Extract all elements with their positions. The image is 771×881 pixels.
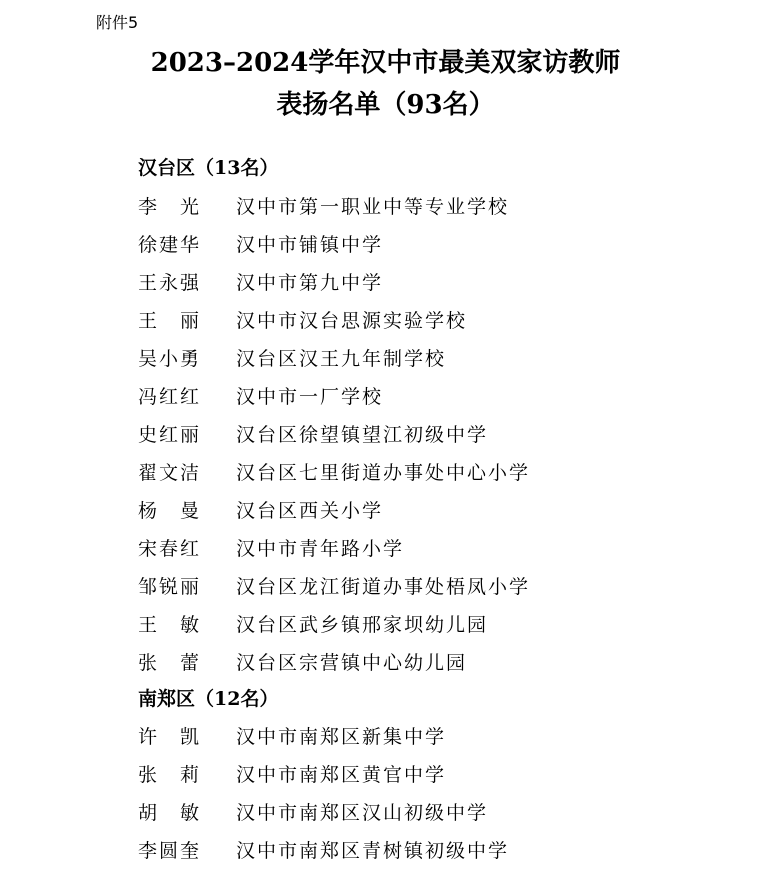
list-item [138, 610, 488, 637]
school-name: 汉中市第一职业中等专业学校 [236, 196, 510, 218]
list-item [138, 760, 446, 787]
teacher-name: 李圆奎 [138, 840, 202, 862]
school-name: 汉台区汉王九年制学校 [236, 348, 447, 370]
teacher-name: 翟文洁 [138, 462, 202, 484]
school-name: 汉台区武乡镇邢家坝幼儿园 [236, 614, 489, 636]
teacher-name: 史红丽 [138, 424, 202, 446]
document-title-line2: 表扬名单（93名） [276, 90, 495, 120]
list-item [138, 722, 446, 749]
school-name: 汉台区徐望镇望江初级中学 [236, 424, 489, 446]
teacher-name: 王 敏 [138, 614, 202, 636]
school-name: 汉中市铺镇中学 [236, 234, 384, 256]
school-name: 汉中市南郑区新集中学 [236, 726, 447, 748]
teacher-name: 王 丽 [138, 310, 202, 332]
teacher-name: 张 蕾 [138, 652, 202, 674]
teacher-name: 吴小勇 [138, 348, 202, 370]
teacher-name: 冯红红 [138, 386, 202, 408]
list-item [138, 382, 383, 409]
teacher-name: 邹锐丽 [138, 576, 202, 598]
list-item [138, 230, 383, 257]
school-name: 汉中市南郑区汉山初级中学 [236, 802, 489, 824]
section-header-hantai: 汉台区（13名） [138, 157, 279, 179]
teacher-name: 杨 曼 [138, 500, 202, 522]
teacher-name: 宋春红 [138, 538, 202, 560]
list-item [138, 420, 488, 447]
list-item [138, 648, 467, 675]
list-item [138, 496, 383, 523]
teacher-name: 李 光 [138, 196, 202, 218]
teacher-name: 张 莉 [138, 764, 202, 786]
school-name: 汉中市一厂学校 [236, 386, 384, 408]
school-name: 汉中市第九中学 [236, 272, 384, 294]
list-item [138, 458, 530, 485]
teacher-name: 王永强 [138, 272, 202, 294]
school-name: 汉台区宗营镇中心幼儿园 [236, 652, 468, 674]
list-item [138, 534, 404, 561]
list-item [138, 306, 467, 333]
school-name: 汉中市南郑区黄官中学 [236, 764, 447, 786]
school-name: 汉台区七里街道办事处中心小学 [236, 462, 531, 484]
school-name: 汉台区龙江街道办事处梧凤小学 [236, 576, 531, 598]
teacher-name: 胡 敏 [138, 802, 202, 824]
list-item [138, 344, 446, 371]
school-name: 汉中市汉台思源实验学校 [236, 310, 468, 332]
list-item [138, 268, 383, 295]
school-name: 汉中市青年路小学 [236, 538, 405, 560]
teacher-name: 许 凯 [138, 726, 202, 748]
teacher-name: 徐建华 [138, 234, 202, 256]
list-item [138, 572, 530, 599]
school-name: 汉台区西关小学 [236, 500, 384, 522]
school-name: 汉中市南郑区青树镇初级中学 [236, 840, 510, 862]
list-item [138, 798, 488, 825]
list-item [138, 836, 509, 863]
attachment-label: 附件5 [96, 13, 139, 32]
list-item [138, 192, 509, 219]
document-title-line1: 2023–2024学年汉中市最美双家访教师 [150, 48, 621, 78]
section-header-nanzheng: 南郑区（12名） [138, 688, 279, 710]
